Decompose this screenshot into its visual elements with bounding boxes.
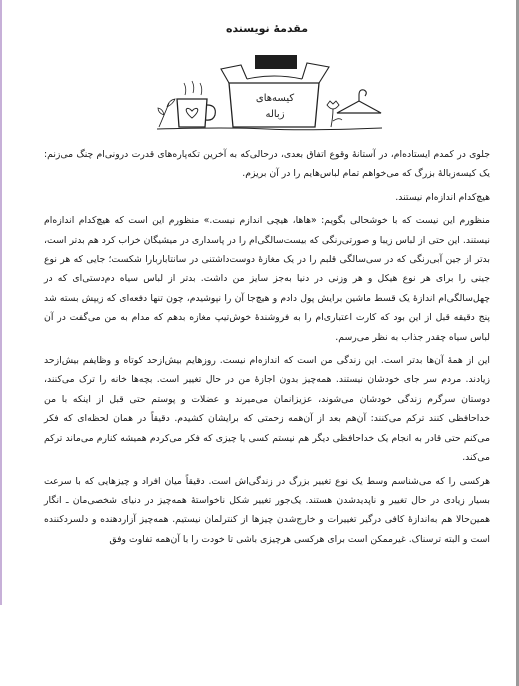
document-content [44, 22, 490, 553]
paragraph-2: هیچ‌کدام اندازه‌ام نیستند. [395, 191, 490, 203]
trash-bags-illustration [137, 43, 397, 139]
tulip-icon [327, 101, 342, 127]
paragraph-4: این از همهٔ آن‌ها بدتر است. این زندگی من است که اندازه‌ام نیست. روزهایم بیش‌ازحد کوتاه و وظایفم بیش‌ازحد زیادند. مردم سر جای خودشان نیستند. همه‌چیز بدون اجازهٔ من در حال تغییر است. بچه‌ها خانه را ترک می‌کنند، دوستان سرگرم زندگی خودشان می‌شوند، عزیزانمان می‌میرند و عضلات و پوستم حتی قبل از اینکه با من خداحافظی کنند ترکم می‌کنند: آن‌هم بعد از آن‌همه زحمتی که برایشان کشیدم. دقیقاً در همان لحظه‌ای که فکر می‌کنم حتی قادر به انجام یک خداحافظی دیگر هم نیستم کسی یا چیزی که فکر می‌کردم همیشه کنارم می‌ماند ترکم می‌کند. [44, 355, 490, 464]
clothes-hanger-icon [337, 90, 381, 113]
paragraph-3: منظورم این نیست که با خوشحالی بگویم: «هاها، هیچی اندازم نیست.» منظورم این است که هیچ‌کدام اندازه‌ام نیستند. این حتی از لباس زیبا و صورتی‌رنگی که بیست‌سالگی‌ام را در پاسداری در میشیگان خراب کرد هم بدتر است، بدتر از جین آبی‌رنگی که در سی‌سالگی قلبم را در یک مغازهٔ دوست‌داشتنی در سانتاباربارا شکست؛ جایی که هر نوع جینی را برای هر نوع هیکل و هر وزنی در دنیا به‌جز سایز من داشت. بدتر از لباس سیاه دم‌دستی‌ای که در چهل‌سالگی‌ام اندازهٔ یک قسط ماشین برایش پول دادم و هیچ‌جا آن را نپوشیدم، چون تنها دفعه‌ای که زیپش بسته شد پنج دقیقه قبل از این بود که کارت اعتباری‌ام را به فروشندهٔ خوش‌تیپ مغازه بدهم که مدام به من می‌گفت در آن لباس سیاه چقدر جذاب به نظر می‌رسم. [44, 215, 490, 343]
mug-icon [177, 81, 215, 127]
paragraph-1: جلوی در کمدم ایستاده‌ام، در آستانهٔ وقوع اتفاق بعدی، درحالی‌که به آخرین تکه‌پاره‌های قدرت درونی‌ام چنگ می‌زنم: یک کیسه‌زبالهٔ بزرگ که می‌خواهم تمام لباس‌هایم را در آن بریزم. [44, 149, 490, 180]
page-title: مقدمهٔ نویسنده [225, 22, 309, 35]
paragraph-5: هرکسی را که می‌شناسم وسط یک نوع تغییر بزرگ در زندگی‌اش است. دقیقاً میان افراد و چیزهایی که با سرعت بسیار زیادی در حال تغییر و ناپدیدشدن هستند. یک‌جور تغییر شکل ناخواستهٔ همه‌چیز در دنیای شخصی‌مان ـ انگار همین‌حالا هم به‌اندازهٔ کافی درگیر تغییرات و خارج‌شدن چیزها از کنترلمان نیستیم. همه‌چیز آزاردهنده و دلسردکننده است و البته ترسناک. غیرممکن است برای هرکسی هرچیزی باشی تا خودت را با آن‌همه تفاوت وفق [44, 475, 490, 545]
box-label-line1: کیسه‌های [255, 93, 295, 104]
leaf-sprig-icon [158, 99, 175, 127]
box-label-line2: زباله [265, 109, 285, 120]
page-left-edge [0, 0, 2, 605]
